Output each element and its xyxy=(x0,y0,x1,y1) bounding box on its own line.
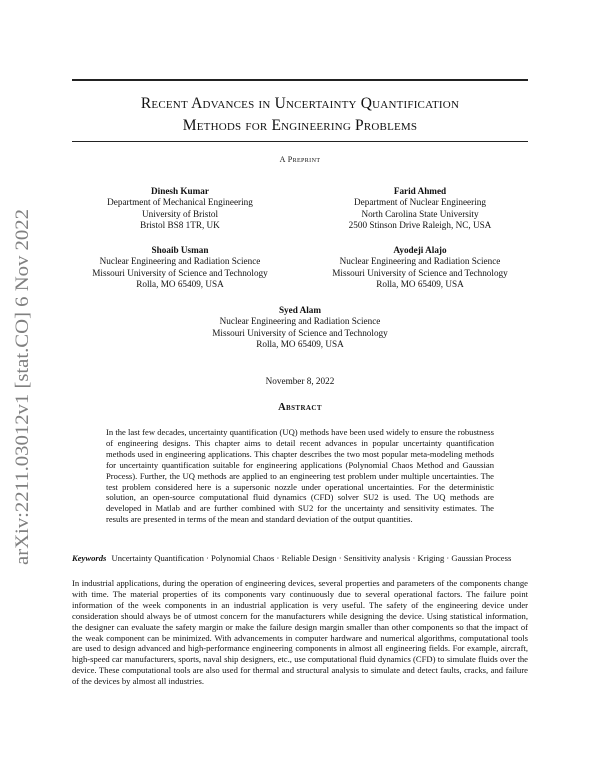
author-block-1 xyxy=(60,186,300,232)
paper-title xyxy=(72,93,528,137)
arxiv-stamp-text: arXiv:2211.03012v1 [stat.CO] 6 Nov 2022 xyxy=(13,247,33,565)
keywords-line xyxy=(72,553,528,564)
author-address: Bristol BS8 1TR, UK xyxy=(140,220,220,231)
author-address: Rolla, MO 65409, USA xyxy=(256,339,344,350)
title-top-rule xyxy=(72,79,528,81)
title-bottom-rule xyxy=(72,141,528,142)
author-affiliation: Missouri University of Science and Technology xyxy=(212,327,388,338)
publication-date: November 8, 2022 xyxy=(265,376,335,386)
author-block-3 xyxy=(60,245,300,291)
author-affiliation: Department of Mechanical Engineering xyxy=(107,197,253,208)
title-line-1: Recent Advances in Uncertainty Quantification xyxy=(140,95,460,112)
author-affiliation: University of Bristol xyxy=(141,208,219,219)
author-name: Farid Ahmed xyxy=(393,186,447,196)
author-affiliation: Missouri University of Science and Technology xyxy=(92,267,268,278)
author-affiliation: North Carolina State University xyxy=(361,208,479,219)
author-block-2 xyxy=(290,186,550,232)
abstract-heading: Abstract xyxy=(278,402,322,413)
author-affiliation: Nuclear Engineering and Radiation Science xyxy=(219,316,381,327)
abstract-body: In the last few decades, uncertainty quantification (UQ) methods have been used widely to ensure the robustness of engineering designs. This chapter aims to detail recent advances in popular uncertainty quantification methods used in engineering applications. This chapter describes the two most popular meta-modeling methods for uncertainty quantification suitable for engineering applications (Polynomial Chaos Method and Gaussian Process). Further, the UQ methods are applied to an engineering test problem under multiple uncertainties. The test problem considered here is a supersonic nozzle under operational uncertainties. For the deterministic solution, an open-source computational fluid dynamics (CFD) solver SU2 is used. The UQ methods are developed in Matlab and are further combined with SU2 for the uncertainty and sensitivity estimates. The results are presented in terms of the mean and standard deviation of the output quantities. xyxy=(106,427,494,525)
author-name: Ayodeji Alajo xyxy=(393,245,447,255)
author-address: 2500 Stinson Drive Raleigh, NC, USA xyxy=(348,220,492,231)
author-address: Rolla, MO 65409, USA xyxy=(136,279,224,290)
intro-paragraph: In industrial applications, during the operation of engineering devices, several properties and parameters of the components change with time. The material properties of its components vary continuously due to several operational factors. The failure point information of the week components in an industrial application is very useful. The safety of the engineering device under consideration should always be of utmost concern for the manufacturers while designing the device. Using statistical information, the designer can evaluate the safety margin or make the failure design margin smaller than other components so that the impact of the weak component can be minimized. With advancements in computer hardware and numerical algorithms, computational tools are used to design advanced and high-performance engineering components in almost all engineering fields. For example, aircraft, high-speed car manufacturers, sports, naval ship designers, etc., use computational fluid dynamics (CFD) to simulate fluids over the device. These computational tools are also used for thermal and structural analysis to simulate and detect faults, cracks, and failure of the devices by almost all industries. xyxy=(72,578,528,687)
preprint-label: A Preprint xyxy=(279,155,321,164)
author-name: Syed Alam xyxy=(278,305,322,315)
author-affiliation: Nuclear Engineering and Radiation Science xyxy=(99,256,261,267)
author-affiliation: Department of Nuclear Engineering xyxy=(354,197,486,208)
keywords-label: Keywords xyxy=(72,553,107,563)
author-name: Dinesh Kumar xyxy=(151,186,209,196)
author-block-4 xyxy=(290,245,550,291)
author-address: Rolla, MO 65409, USA xyxy=(376,279,464,290)
author-block-5 xyxy=(150,305,450,351)
author-affiliation: Missouri University of Science and Technology xyxy=(332,267,508,278)
title-line-2: Methods for Engineering Problems xyxy=(182,117,418,134)
keywords-text: Uncertainty Quantification · Polynomial Chaos · Reliable Design · Sensitivity analysis · Kriging · Gaussian Process xyxy=(111,553,512,563)
author-affiliation: Nuclear Engineering and Radiation Science xyxy=(339,256,501,267)
author-name: Shoaib Usman xyxy=(151,245,209,255)
